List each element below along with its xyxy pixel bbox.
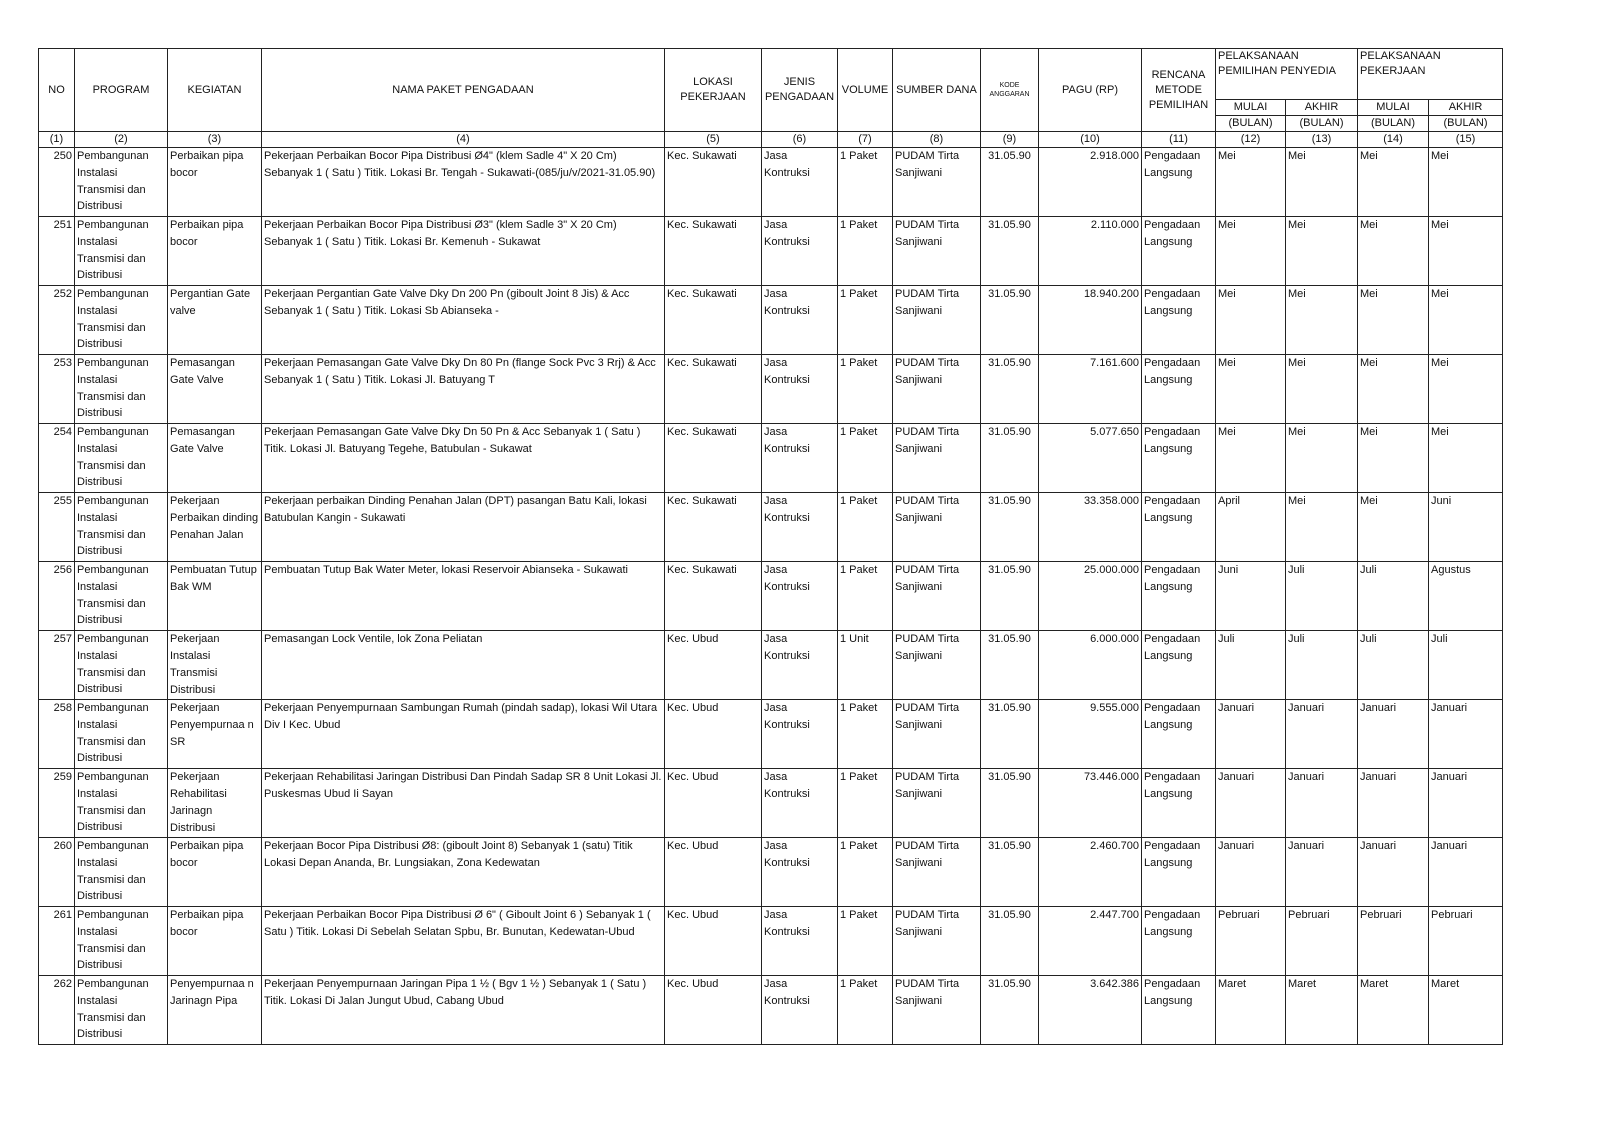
row-kegiatan: Perbaikan pipa bocor bbox=[168, 907, 262, 976]
row-pemilihan-mulai: Mei bbox=[1216, 148, 1286, 217]
header-bulan: (BULAN) bbox=[1216, 116, 1286, 132]
row-pemilihan-akhir: Januari bbox=[1286, 838, 1358, 907]
row-pemilihan-mulai: Januari bbox=[1216, 769, 1286, 838]
row-no: 254 bbox=[39, 424, 75, 493]
column-number: (12) bbox=[1216, 132, 1286, 148]
row-no: 256 bbox=[39, 562, 75, 631]
row-metode: Pengadaan Langsung bbox=[1142, 976, 1216, 1045]
table-row bbox=[39, 286, 1503, 355]
row-pekerjaan-akhir: Januari bbox=[1429, 838, 1503, 907]
row-pagu: 9.555.000 bbox=[1039, 700, 1142, 769]
row-kode-anggaran: 31.05.90 bbox=[981, 907, 1039, 976]
row-program: Pembangunan Instalasi Transmisi dan Distribusi bbox=[75, 631, 168, 700]
row-nama-paket: Pembuatan Tutup Bak Water Meter, lokasi Reservoir Abianseka - Sukawati bbox=[262, 562, 665, 631]
table-row bbox=[39, 907, 1503, 976]
row-pekerjaan-mulai: Mei bbox=[1358, 286, 1429, 355]
row-pagu: 2.918.000 bbox=[1039, 148, 1142, 217]
table-row bbox=[39, 631, 1503, 700]
row-pagu: 73.446.000 bbox=[1039, 769, 1142, 838]
row-metode: Pengadaan Langsung bbox=[1142, 562, 1216, 631]
row-metode: Pengadaan Langsung bbox=[1142, 838, 1216, 907]
row-no: 251 bbox=[39, 217, 75, 286]
row-nama-paket: Pekerjaan perbaikan Dinding Penahan Jalan (DPT) pasangan Batu Kali, lokasi Batubulan Kangin - Sukawati bbox=[262, 493, 665, 562]
row-volume: 1 Paket bbox=[838, 424, 893, 493]
table-row bbox=[39, 562, 1503, 631]
row-volume: 1 Paket bbox=[838, 907, 893, 976]
row-nama-paket: Pemasangan Lock Ventile, lok Zona Peliatan bbox=[262, 631, 665, 700]
row-pemilihan-mulai: Januari bbox=[1216, 838, 1286, 907]
header-kode-anggaran: KODE ANGGARAN bbox=[981, 49, 1039, 132]
row-pagu: 2.460.700 bbox=[1039, 838, 1142, 907]
row-lokasi: Kec. Sukawati bbox=[665, 493, 762, 562]
row-sumber-dana: PUDAM Tirta Sanjiwani bbox=[893, 562, 981, 631]
row-lokasi: Kec. Ubud bbox=[665, 700, 762, 769]
row-lokasi: Kec. Ubud bbox=[665, 631, 762, 700]
procurement-table bbox=[38, 48, 1503, 1045]
row-pemilihan-mulai: Januari bbox=[1216, 700, 1286, 769]
row-program: Pembangunan Instalasi Transmisi dan Distribusi bbox=[75, 424, 168, 493]
row-jenis: Jasa Kontruksi bbox=[762, 148, 838, 217]
row-kode-anggaran: 31.05.90 bbox=[981, 286, 1039, 355]
row-pemilihan-mulai: Maret bbox=[1216, 976, 1286, 1045]
row-nama-paket: Pekerjaan Rehabilitasi Jaringan Distribusi Dan Pindah Sadap SR 8 Unit Lokasi Jl. Puskesmas Ubud Ii Sayan bbox=[262, 769, 665, 838]
row-kegiatan: Pekerjaan Perbaikan dinding Penahan Jalan bbox=[168, 493, 262, 562]
row-pagu: 18.940.200 bbox=[1039, 286, 1142, 355]
column-number: (11) bbox=[1142, 132, 1216, 148]
row-kode-anggaran: 31.05.90 bbox=[981, 217, 1039, 286]
row-jenis: Jasa Kontruksi bbox=[762, 217, 838, 286]
row-metode: Pengadaan Langsung bbox=[1142, 769, 1216, 838]
row-program: Pembangunan Instalasi Transmisi dan Distribusi bbox=[75, 217, 168, 286]
header-pelaksanaan-pemilihan: PELAKSANAAN PEMILIHAN PENYEDIA bbox=[1216, 49, 1358, 100]
row-metode: Pengadaan Langsung bbox=[1142, 424, 1216, 493]
row-lokasi: Kec. Ubud bbox=[665, 976, 762, 1045]
row-jenis: Jasa Kontruksi bbox=[762, 562, 838, 631]
row-pagu: 2.447.700 bbox=[1039, 907, 1142, 976]
column-number: (10) bbox=[1039, 132, 1142, 148]
row-metode: Pengadaan Langsung bbox=[1142, 355, 1216, 424]
row-volume: 1 Paket bbox=[838, 838, 893, 907]
row-pagu: 25.000.000 bbox=[1039, 562, 1142, 631]
row-kode-anggaran: 31.05.90 bbox=[981, 976, 1039, 1045]
row-lokasi: Kec. Sukawati bbox=[665, 286, 762, 355]
header-kegiatan: KEGIATAN bbox=[168, 49, 262, 132]
procurement-sheet bbox=[38, 48, 1502, 1045]
table-row bbox=[39, 493, 1503, 562]
header-pelaksanaan-pekerjaan: PELAKSANAAN PEKERJAAN bbox=[1358, 49, 1503, 100]
row-jenis: Jasa Kontruksi bbox=[762, 769, 838, 838]
row-pemilihan-mulai: April bbox=[1216, 493, 1286, 562]
row-pekerjaan-mulai: Maret bbox=[1358, 976, 1429, 1045]
row-no: 250 bbox=[39, 148, 75, 217]
header-sumber-dana: SUMBER DANA bbox=[893, 49, 981, 132]
row-kegiatan: Perbaikan pipa bocor bbox=[168, 217, 262, 286]
table-body bbox=[39, 148, 1503, 1045]
row-pemilihan-akhir: Maret bbox=[1286, 976, 1358, 1045]
row-pagu: 6.000.000 bbox=[1039, 631, 1142, 700]
row-jenis: Jasa Kontruksi bbox=[762, 838, 838, 907]
row-pemilihan-akhir: Januari bbox=[1286, 700, 1358, 769]
row-kegiatan: Pekerjaan Penyempurnaa n SR bbox=[168, 700, 262, 769]
row-program: Pembangunan Instalasi Transmisi dan Distribusi bbox=[75, 286, 168, 355]
table-row bbox=[39, 838, 1503, 907]
header-pekerjaan-mulai: MULAI bbox=[1358, 100, 1429, 116]
row-pemilihan-mulai: Mei bbox=[1216, 217, 1286, 286]
row-jenis: Jasa Kontruksi bbox=[762, 907, 838, 976]
row-jenis: Jasa Kontruksi bbox=[762, 424, 838, 493]
row-no: 258 bbox=[39, 700, 75, 769]
row-pemilihan-akhir: Juli bbox=[1286, 562, 1358, 631]
row-metode: Pengadaan Langsung bbox=[1142, 286, 1216, 355]
header-program: PROGRAM bbox=[75, 49, 168, 132]
row-program: Pembangunan Instalasi Transmisi dan Distribusi bbox=[75, 976, 168, 1045]
row-pemilihan-mulai: Pebruari bbox=[1216, 907, 1286, 976]
row-metode: Pengadaan Langsung bbox=[1142, 907, 1216, 976]
header-jenis: JENIS PENGADAAN bbox=[762, 49, 838, 132]
row-pekerjaan-mulai: Mei bbox=[1358, 355, 1429, 424]
row-nama-paket: Pekerjaan Pergantian Gate Valve Dky Dn 200 Pn (giboult Joint 8 Jis) & Acc Sebanyak 1 ( Satu ) Titik. Lokasi Sb Abianseka - bbox=[262, 286, 665, 355]
row-pekerjaan-akhir: Juni bbox=[1429, 493, 1503, 562]
table-row bbox=[39, 424, 1503, 493]
row-jenis: Jasa Kontruksi bbox=[762, 631, 838, 700]
row-pagu: 33.358.000 bbox=[1039, 493, 1142, 562]
row-kegiatan: Pembuatan Tutup Bak WM bbox=[168, 562, 262, 631]
row-nama-paket: Pekerjaan Penyempurnaan Jaringan Pipa 1 ½ ( Bgv 1 ½ ) Sebanyak 1 ( Satu ) Titik. Lokasi Di Jalan Jungut Ubud, Cabang Ubud bbox=[262, 976, 665, 1045]
row-pemilihan-mulai: Mei bbox=[1216, 424, 1286, 493]
column-number: (5) bbox=[665, 132, 762, 148]
row-pekerjaan-akhir: Mei bbox=[1429, 424, 1503, 493]
column-number: (9) bbox=[981, 132, 1039, 148]
row-pemilihan-mulai: Juni bbox=[1216, 562, 1286, 631]
row-program: Pembangunan Instalasi Transmisi dan Distribusi bbox=[75, 148, 168, 217]
row-volume: 1 Paket bbox=[838, 355, 893, 424]
row-volume: 1 Paket bbox=[838, 769, 893, 838]
row-kode-anggaran: 31.05.90 bbox=[981, 562, 1039, 631]
row-no: 253 bbox=[39, 355, 75, 424]
row-sumber-dana: PUDAM Tirta Sanjiwani bbox=[893, 355, 981, 424]
row-no: 260 bbox=[39, 838, 75, 907]
header-no: NO bbox=[39, 49, 75, 132]
row-pemilihan-akhir: Mei bbox=[1286, 355, 1358, 424]
row-nama-paket: Pekerjaan Penyempurnaan Sambungan Rumah (pindah sadap), lokasi Wil Utara Div I Kec. Ubud bbox=[262, 700, 665, 769]
row-metode: Pengadaan Langsung bbox=[1142, 700, 1216, 769]
table-row bbox=[39, 148, 1503, 217]
row-kode-anggaran: 31.05.90 bbox=[981, 700, 1039, 769]
column-number: (13) bbox=[1286, 132, 1358, 148]
column-number: (7) bbox=[838, 132, 893, 148]
header-pemilihan-mulai: MULAI bbox=[1216, 100, 1286, 116]
column-number: (15) bbox=[1429, 132, 1503, 148]
row-jenis: Jasa Kontruksi bbox=[762, 286, 838, 355]
row-pemilihan-mulai: Mei bbox=[1216, 286, 1286, 355]
row-sumber-dana: PUDAM Tirta Sanjiwani bbox=[893, 700, 981, 769]
row-no: 257 bbox=[39, 631, 75, 700]
row-sumber-dana: PUDAM Tirta Sanjiwani bbox=[893, 424, 981, 493]
row-volume: 1 Paket bbox=[838, 562, 893, 631]
row-jenis: Jasa Kontruksi bbox=[762, 493, 838, 562]
row-kegiatan: Perbaikan pipa bocor bbox=[168, 838, 262, 907]
row-pekerjaan-akhir: Pebruari bbox=[1429, 907, 1503, 976]
row-pekerjaan-mulai: Mei bbox=[1358, 217, 1429, 286]
row-kode-anggaran: 31.05.90 bbox=[981, 493, 1039, 562]
row-program: Pembangunan Instalasi Transmisi dan Distribusi bbox=[75, 355, 168, 424]
row-sumber-dana: PUDAM Tirta Sanjiwani bbox=[893, 148, 981, 217]
header-pemilihan-akhir: AKHIR bbox=[1286, 100, 1358, 116]
row-pekerjaan-akhir: Agustus bbox=[1429, 562, 1503, 631]
row-nama-paket: Pekerjaan Perbaikan Bocor Pipa Distribusi Ø4" (klem Sadle 4" X 20 Cm) Sebanyak 1 ( Satu ) Titik. Lokasi Br. Tengah - Sukawati-(085/ju/v/2021-31.05.90) bbox=[262, 148, 665, 217]
row-nama-paket: Pekerjaan Perbaikan Bocor Pipa Distribusi Ø3" (klem Sadle 3" X 20 Cm) Sebanyak 1 ( Satu ) Titik. Lokasi Br. Kemenuh - Sukawat bbox=[262, 217, 665, 286]
row-pekerjaan-akhir: Mei bbox=[1429, 217, 1503, 286]
table-row bbox=[39, 700, 1503, 769]
row-no: 262 bbox=[39, 976, 75, 1045]
row-metode: Pengadaan Langsung bbox=[1142, 631, 1216, 700]
row-kegiatan: Penyempurnaa n Jarinagn Pipa bbox=[168, 976, 262, 1045]
row-pemilihan-akhir: Mei bbox=[1286, 286, 1358, 355]
row-nama-paket: Pekerjaan Perbaikan Bocor Pipa Distribusi Ø 6" ( Giboult Joint 6 ) Sebanyak 1 ( Satu ) Titik. Lokasi Di Sebelah Selatan Spbu, Br. Bunutan, Kedewatan-Ubud bbox=[262, 907, 665, 976]
row-kegiatan: Pekerjaan Rehabilitasi Jarinagn Distribusi bbox=[168, 769, 262, 838]
row-kegiatan: Pekerjaan Instalasi Transmisi Distribusi bbox=[168, 631, 262, 700]
row-pekerjaan-akhir: Mei bbox=[1429, 355, 1503, 424]
row-pekerjaan-mulai: Mei bbox=[1358, 493, 1429, 562]
row-volume: 1 Unit bbox=[838, 631, 893, 700]
row-volume: 1 Paket bbox=[838, 976, 893, 1045]
row-program: Pembangunan Instalasi Transmisi dan Distribusi bbox=[75, 769, 168, 838]
header-pekerjaan-akhir: AKHIR bbox=[1429, 100, 1503, 116]
table-row bbox=[39, 217, 1503, 286]
header-nama-paket: NAMA PAKET PENGADAAN bbox=[262, 49, 665, 132]
header-pagu: PAGU (RP) bbox=[1039, 49, 1142, 132]
row-jenis: Jasa Kontruksi bbox=[762, 976, 838, 1045]
row-program: Pembangunan Instalasi Transmisi dan Distribusi bbox=[75, 838, 168, 907]
row-volume: 1 Paket bbox=[838, 217, 893, 286]
table-row bbox=[39, 355, 1503, 424]
header-rencana-metode: RENCANA METODE PEMILIHAN bbox=[1142, 49, 1216, 132]
row-pekerjaan-akhir: Mei bbox=[1429, 286, 1503, 355]
row-sumber-dana: PUDAM Tirta Sanjiwani bbox=[893, 217, 981, 286]
row-kegiatan: Pemasangan Gate Valve bbox=[168, 355, 262, 424]
table-row bbox=[39, 769, 1503, 838]
row-lokasi: Kec. Sukawati bbox=[665, 562, 762, 631]
column-number: (3) bbox=[168, 132, 262, 148]
row-pekerjaan-mulai: Januari bbox=[1358, 838, 1429, 907]
row-lokasi: Kec. Ubud bbox=[665, 907, 762, 976]
row-kegiatan: Perbaikan pipa bocor bbox=[168, 148, 262, 217]
row-pekerjaan-akhir: Januari bbox=[1429, 769, 1503, 838]
row-pekerjaan-akhir: Maret bbox=[1429, 976, 1503, 1045]
row-no: 261 bbox=[39, 907, 75, 976]
row-pemilihan-akhir: Januari bbox=[1286, 769, 1358, 838]
table-row bbox=[39, 976, 1503, 1045]
row-volume: 1 Paket bbox=[838, 286, 893, 355]
header-bulan: (BULAN) bbox=[1286, 116, 1358, 132]
row-nama-paket: Pekerjaan Bocor Pipa Distribusi Ø8: (giboult Joint 8) Sebanyak 1 (satu) Titik Lokasi Depan Ananda, Br. Lungsiakan, Zona Kedewatan bbox=[262, 838, 665, 907]
row-kode-anggaran: 31.05.90 bbox=[981, 148, 1039, 217]
row-pekerjaan-mulai: Pebruari bbox=[1358, 907, 1429, 976]
column-number: (14) bbox=[1358, 132, 1429, 148]
column-number: (8) bbox=[893, 132, 981, 148]
row-lokasi: Kec. Sukawati bbox=[665, 355, 762, 424]
row-sumber-dana: PUDAM Tirta Sanjiwani bbox=[893, 976, 981, 1045]
row-pekerjaan-mulai: Januari bbox=[1358, 700, 1429, 769]
row-pekerjaan-mulai: Juli bbox=[1358, 562, 1429, 631]
row-sumber-dana: PUDAM Tirta Sanjiwani bbox=[893, 907, 981, 976]
row-program: Pembangunan Instalasi Transmisi dan Distribusi bbox=[75, 907, 168, 976]
row-pagu: 7.161.600 bbox=[1039, 355, 1142, 424]
row-pagu: 3.642.386 bbox=[1039, 976, 1142, 1045]
row-nama-paket: Pekerjaan Pemasangan Gate Valve Dky Dn 80 Pn (flange Sock Pvc 3 Rrj) & Acc Sebanyak 1 ( Satu ) Titik. Lokasi Jl. Batuyang T bbox=[262, 355, 665, 424]
row-pemilihan-akhir: Pebruari bbox=[1286, 907, 1358, 976]
row-metode: Pengadaan Langsung bbox=[1142, 217, 1216, 286]
row-pekerjaan-mulai: Januari bbox=[1358, 769, 1429, 838]
column-number: (6) bbox=[762, 132, 838, 148]
row-program: Pembangunan Instalasi Transmisi dan Distribusi bbox=[75, 493, 168, 562]
row-pekerjaan-akhir: Januari bbox=[1429, 700, 1503, 769]
column-number-row bbox=[39, 132, 1503, 148]
row-volume: 1 Paket bbox=[838, 700, 893, 769]
row-kode-anggaran: 31.05.90 bbox=[981, 769, 1039, 838]
row-pekerjaan-akhir: Juli bbox=[1429, 631, 1503, 700]
row-lokasi: Kec. Sukawati bbox=[665, 424, 762, 493]
row-pemilihan-mulai: Mei bbox=[1216, 355, 1286, 424]
row-no: 259 bbox=[39, 769, 75, 838]
row-pemilihan-mulai: Juli bbox=[1216, 631, 1286, 700]
row-lokasi: Kec. Sukawati bbox=[665, 217, 762, 286]
row-sumber-dana: PUDAM Tirta Sanjiwani bbox=[893, 493, 981, 562]
row-lokasi: Kec. Sukawati bbox=[665, 148, 762, 217]
header-volume: VOLUME bbox=[838, 49, 893, 132]
row-sumber-dana: PUDAM Tirta Sanjiwani bbox=[893, 286, 981, 355]
row-pekerjaan-mulai: Mei bbox=[1358, 148, 1429, 217]
row-kegiatan: Pemasangan Gate Valve bbox=[168, 424, 262, 493]
row-pemilihan-akhir: Mei bbox=[1286, 493, 1358, 562]
row-volume: 1 Paket bbox=[838, 148, 893, 217]
table-header bbox=[39, 49, 1503, 148]
row-lokasi: Kec. Ubud bbox=[665, 769, 762, 838]
row-sumber-dana: PUDAM Tirta Sanjiwani bbox=[893, 631, 981, 700]
row-pagu: 2.110.000 bbox=[1039, 217, 1142, 286]
column-number: (1) bbox=[39, 132, 75, 148]
row-pekerjaan-mulai: Juli bbox=[1358, 631, 1429, 700]
column-number: (2) bbox=[75, 132, 168, 148]
row-lokasi: Kec. Ubud bbox=[665, 838, 762, 907]
row-metode: Pengadaan Langsung bbox=[1142, 493, 1216, 562]
header-lokasi: LOKASI PEKERJAAN bbox=[665, 49, 762, 132]
row-no: 255 bbox=[39, 493, 75, 562]
row-pagu: 5.077.650 bbox=[1039, 424, 1142, 493]
row-no: 252 bbox=[39, 286, 75, 355]
row-pekerjaan-akhir: Mei bbox=[1429, 148, 1503, 217]
row-program: Pembangunan Instalasi Transmisi dan Distribusi bbox=[75, 562, 168, 631]
header-bulan: (BULAN) bbox=[1429, 116, 1503, 132]
row-pekerjaan-mulai: Mei bbox=[1358, 424, 1429, 493]
row-pemilihan-akhir: Juli bbox=[1286, 631, 1358, 700]
row-sumber-dana: PUDAM Tirta Sanjiwani bbox=[893, 769, 981, 838]
row-kode-anggaran: 31.05.90 bbox=[981, 838, 1039, 907]
row-kode-anggaran: 31.05.90 bbox=[981, 355, 1039, 424]
header-bulan: (BULAN) bbox=[1358, 116, 1429, 132]
row-jenis: Jasa Kontruksi bbox=[762, 355, 838, 424]
row-program: Pembangunan Instalasi Transmisi dan Distribusi bbox=[75, 700, 168, 769]
row-kegiatan: Pergantian Gate valve bbox=[168, 286, 262, 355]
column-number: (4) bbox=[262, 132, 665, 148]
row-volume: 1 Paket bbox=[838, 493, 893, 562]
row-kode-anggaran: 31.05.90 bbox=[981, 631, 1039, 700]
row-jenis: Jasa Kontruksi bbox=[762, 700, 838, 769]
row-pemilihan-akhir: Mei bbox=[1286, 424, 1358, 493]
row-pemilihan-akhir: Mei bbox=[1286, 217, 1358, 286]
row-nama-paket: Pekerjaan Pemasangan Gate Valve Dky Dn 50 Pn & Acc Sebanyak 1 ( Satu ) Titik. Lokasi Jl. Batuyang Tegehe, Batubulan - Sukawat bbox=[262, 424, 665, 493]
row-kode-anggaran: 31.05.90 bbox=[981, 424, 1039, 493]
row-metode: Pengadaan Langsung bbox=[1142, 148, 1216, 217]
row-pemilihan-akhir: Mei bbox=[1286, 148, 1358, 217]
row-sumber-dana: PUDAM Tirta Sanjiwani bbox=[893, 838, 981, 907]
